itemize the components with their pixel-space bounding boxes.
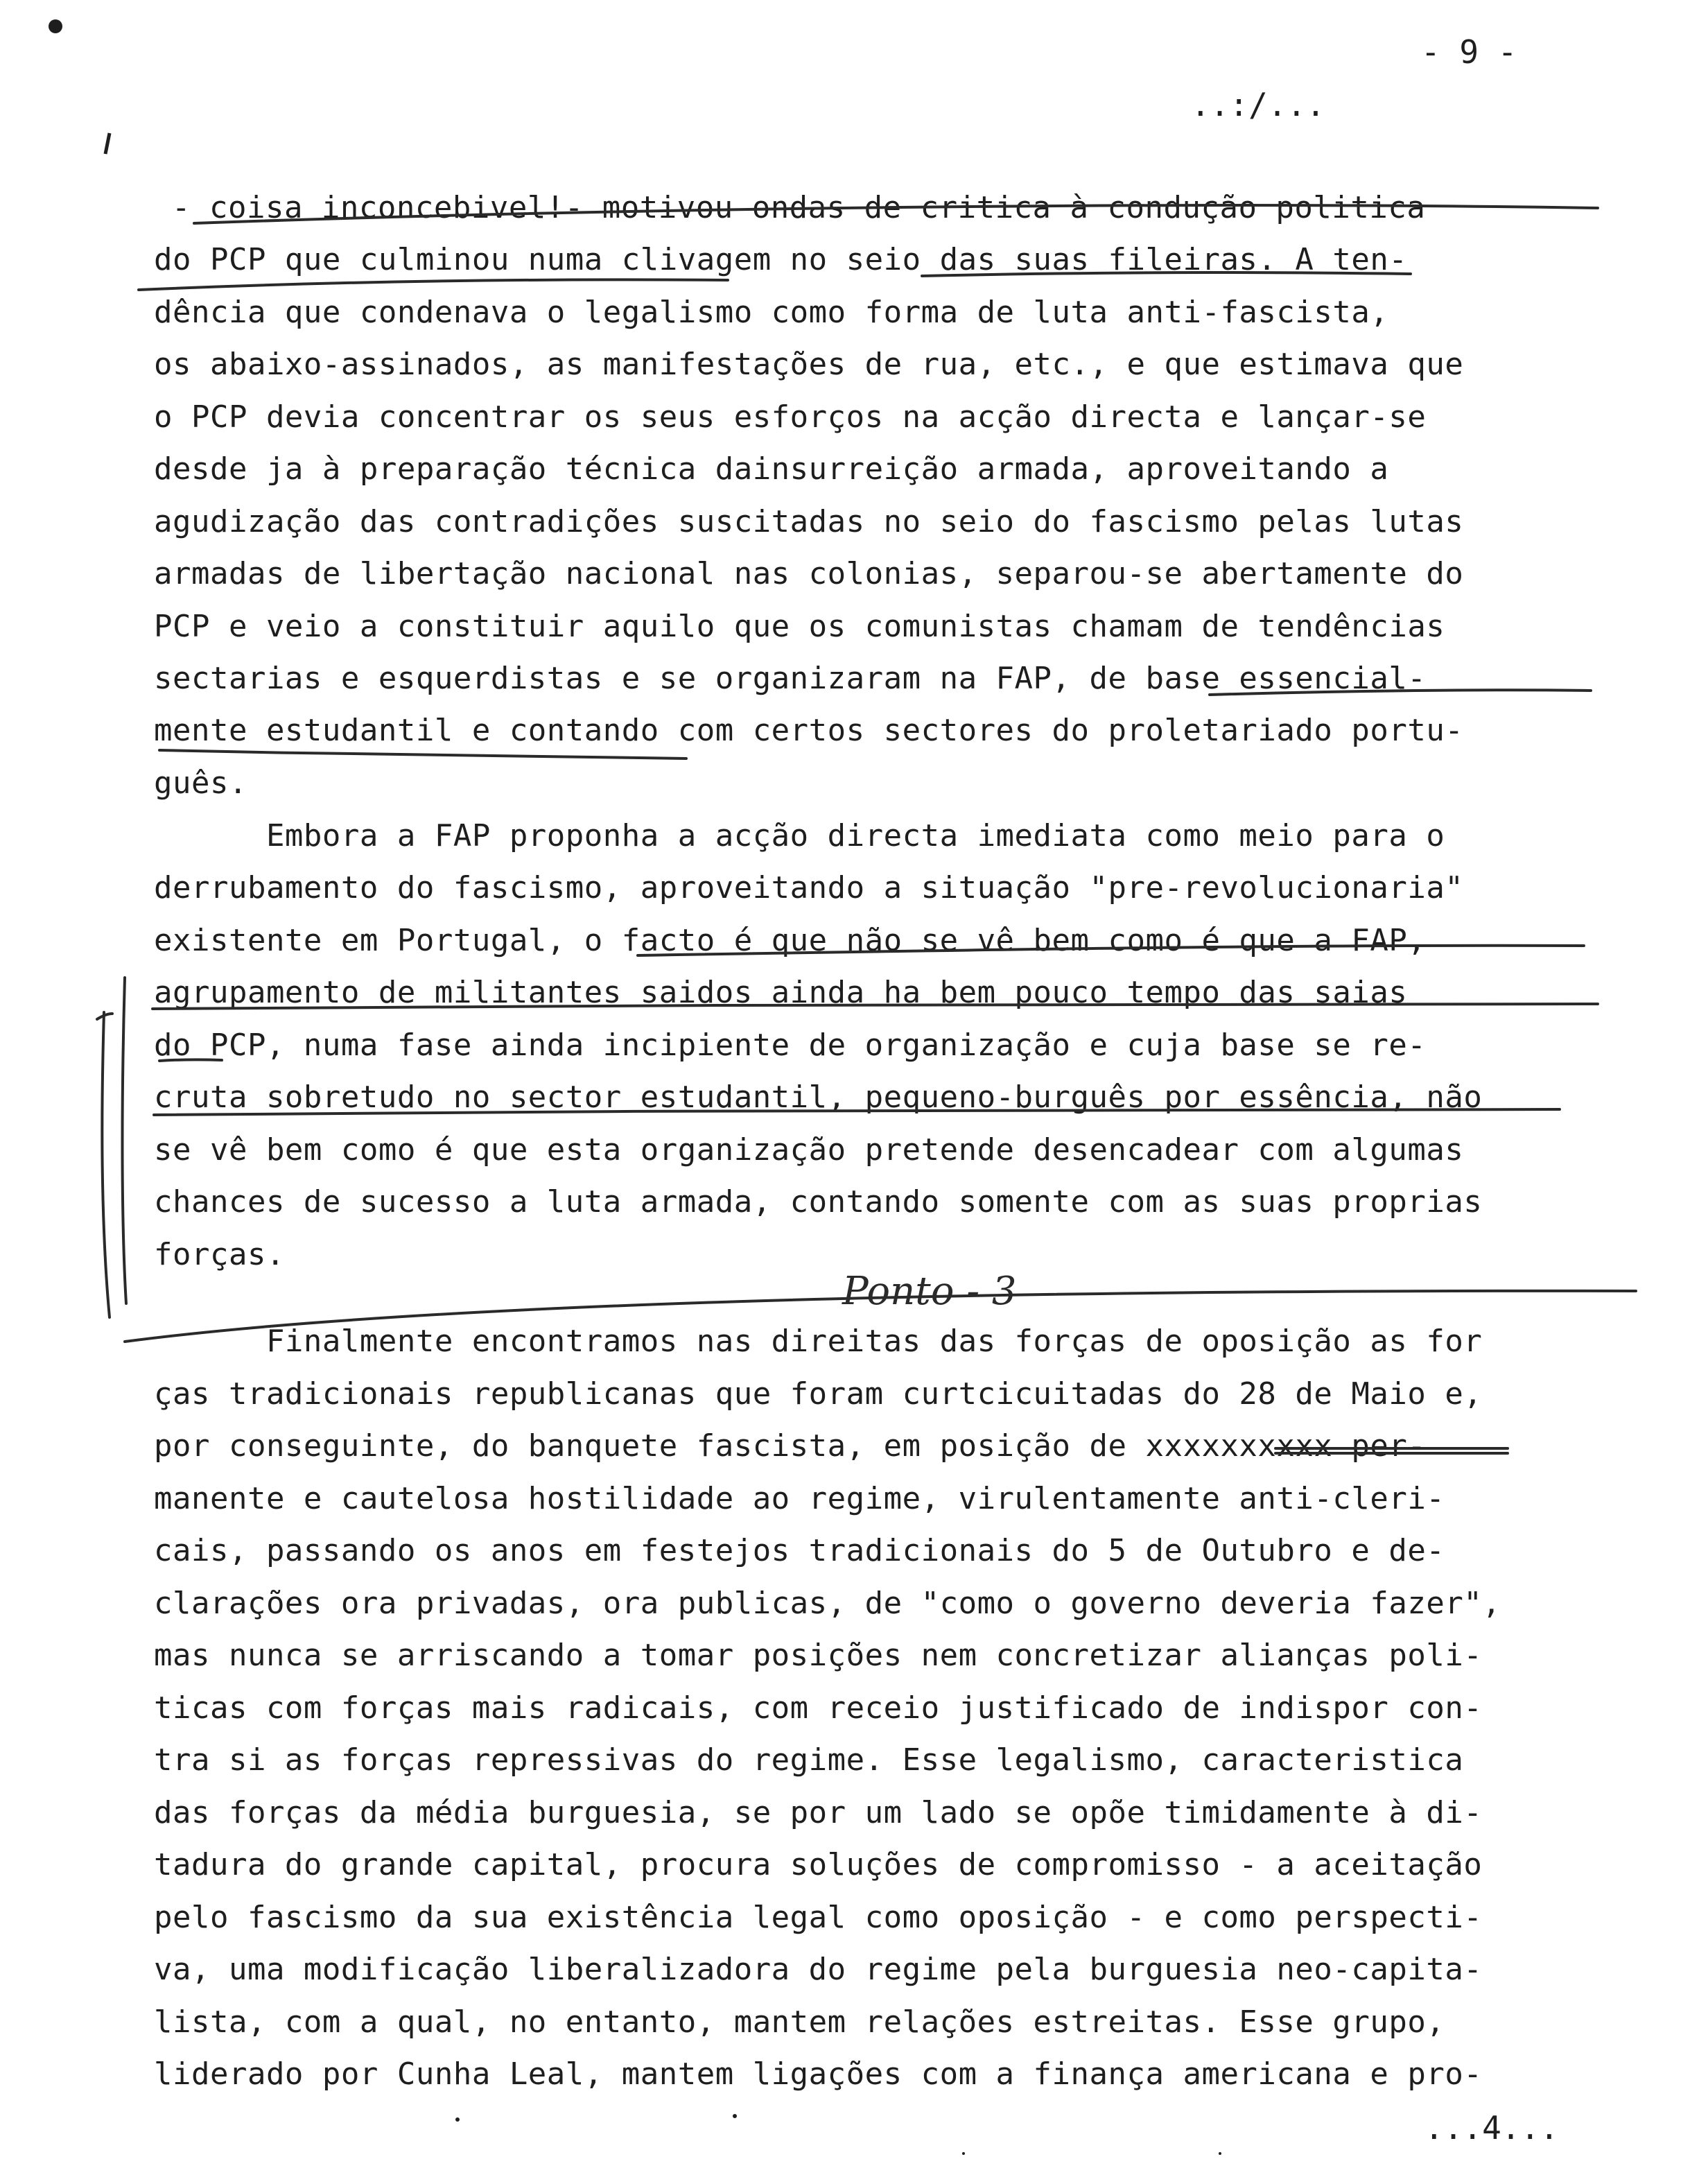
text-line: PCP e veio a constituir aquilo que os comunistas chamam de tendências — [154, 609, 1445, 644]
text-line: va, uma modificação liberalizadora do regime pela burguesia neo-capita- — [154, 1952, 1483, 1987]
text-line: do PCP que culminou numa clivagem no seio das suas fileiras. A ten- — [154, 242, 1408, 277]
text-line: ças tradicionais republicanas que foram curtcicuitadas do 28 de Maio e, — [154, 1376, 1483, 1412]
text-line: por conseguinte, do banquete fascista, em posição de xxxxxxxxxx per- — [154, 1428, 1427, 1464]
ink-dot — [1219, 2152, 1221, 2155]
ink-mark — [105, 133, 110, 154]
text-line: ticas com forças mais radicais, com receio justificado de indispor con- — [154, 1690, 1483, 1726]
text-line: desde ja à preparação técnica dainsurreição armada, aproveitando a — [154, 451, 1389, 487]
text-line: se vê bem como é que esta organização pretende desencadear com algumas — [154, 1132, 1464, 1168]
text-line: agudização das contradições suscitadas no seio do fascismo pelas lutas — [154, 504, 1464, 539]
handwritten-margin-note: Ponto - 3 — [842, 1269, 1017, 1314]
bracket-mark — [102, 1012, 110, 1317]
text-line: cais, passando os anos em festejos tradicionais do 5 de Outubro e de- — [154, 1533, 1445, 1568]
text-line: Embora a FAP proponha a acção directa imediata como meio para o — [154, 818, 1445, 853]
text-line: mas nunca se arriscando a tomar posições nem concretizar alianças poli- — [154, 1638, 1483, 1673]
text-line: os abaixo-assinados, as manifestações de rua, etc., e que estimava que — [154, 347, 1464, 382]
page-number: - 9 - — [1421, 33, 1517, 71]
text-line: existente em Portugal, o facto é que não se vê bem como é que a FAP, — [154, 923, 1427, 958]
text-line: manente e cautelosa hostilidade ao regime, virulentamente anti-cleri- — [154, 1481, 1445, 1516]
text-line: tadura do grande capital, procura soluções de compromisso - a aceitação — [154, 1847, 1483, 1882]
text-line: chances de sucesso a luta armada, contando somente com as suas proprias — [154, 1184, 1483, 1220]
underline-mark — [139, 279, 728, 290]
text-line: agrupamento de militantes saidos ainda ha bem pouco tempo das saias — [154, 975, 1408, 1010]
text-line: pelo fascismo da sua existência legal como oposição - e como perspecti- — [154, 1900, 1483, 1935]
ink-dot — [455, 2117, 460, 2122]
text-line: clarações ora privadas, ora publicas, de "como o governo deveria fazer", — [154, 1586, 1501, 1621]
text-line: dência que condenava o legalismo como forma de luta anti-fascista, — [154, 295, 1389, 330]
continuation-mark-top: ..:/... — [1191, 86, 1325, 123]
text-line: das forças da média burguesia, se por um lado se opõe timidamente à di- — [154, 1795, 1483, 1830]
text-line: derrubamento do fascismo, aproveitando a situação "pre-revolucionaria" — [154, 870, 1464, 905]
text-line: Finalmente encontramos nas direitas das forças de oposição as for — [154, 1324, 1483, 1359]
text-line: guês. — [154, 765, 247, 801]
text-line: - coisa inconcebivel!- motivou ondas de critica à condução politica — [172, 190, 1426, 225]
ink-dot — [49, 19, 62, 33]
text-line: mente estudantil e contando com certos sectores do proletariado portu- — [154, 713, 1464, 748]
underline-mark — [159, 750, 686, 759]
bracket-mark — [123, 978, 127, 1303]
text-line: do PCP, numa fase ainda incipiente de organização e cuja base se re- — [154, 1028, 1427, 1063]
ink-dot — [962, 2152, 965, 2155]
text-line: tra si as forças repressivas do regime. Esse legalismo, caracteristica — [154, 1742, 1464, 1778]
text-line: cruta sobretudo no sector estudantil, pequeno-burguês por essência, não — [154, 1080, 1483, 1115]
text-line: armadas de libertação nacional nas colonias, separou-se abertamente do — [154, 556, 1464, 591]
text-line: o PCP devia concentrar os seus esforços na acção directa e lançar-se — [154, 399, 1427, 435]
continuation-mark-bottom: ...4... — [1424, 2109, 1559, 2147]
ink-dot — [733, 2114, 737, 2118]
bracket-mark — [97, 1014, 112, 1019]
text-line: lista, com a qual, no entanto, mantem relações estreitas. Esse grupo, — [154, 2004, 1445, 2040]
text-line: sectarias e esquerdistas e se organizaram na FAP, de base essencial- — [154, 661, 1427, 696]
text-line: liderado por Cunha Leal, mantem ligações com a finança americana e pro- — [154, 2056, 1483, 2092]
text-line: forças. — [154, 1237, 285, 1272]
